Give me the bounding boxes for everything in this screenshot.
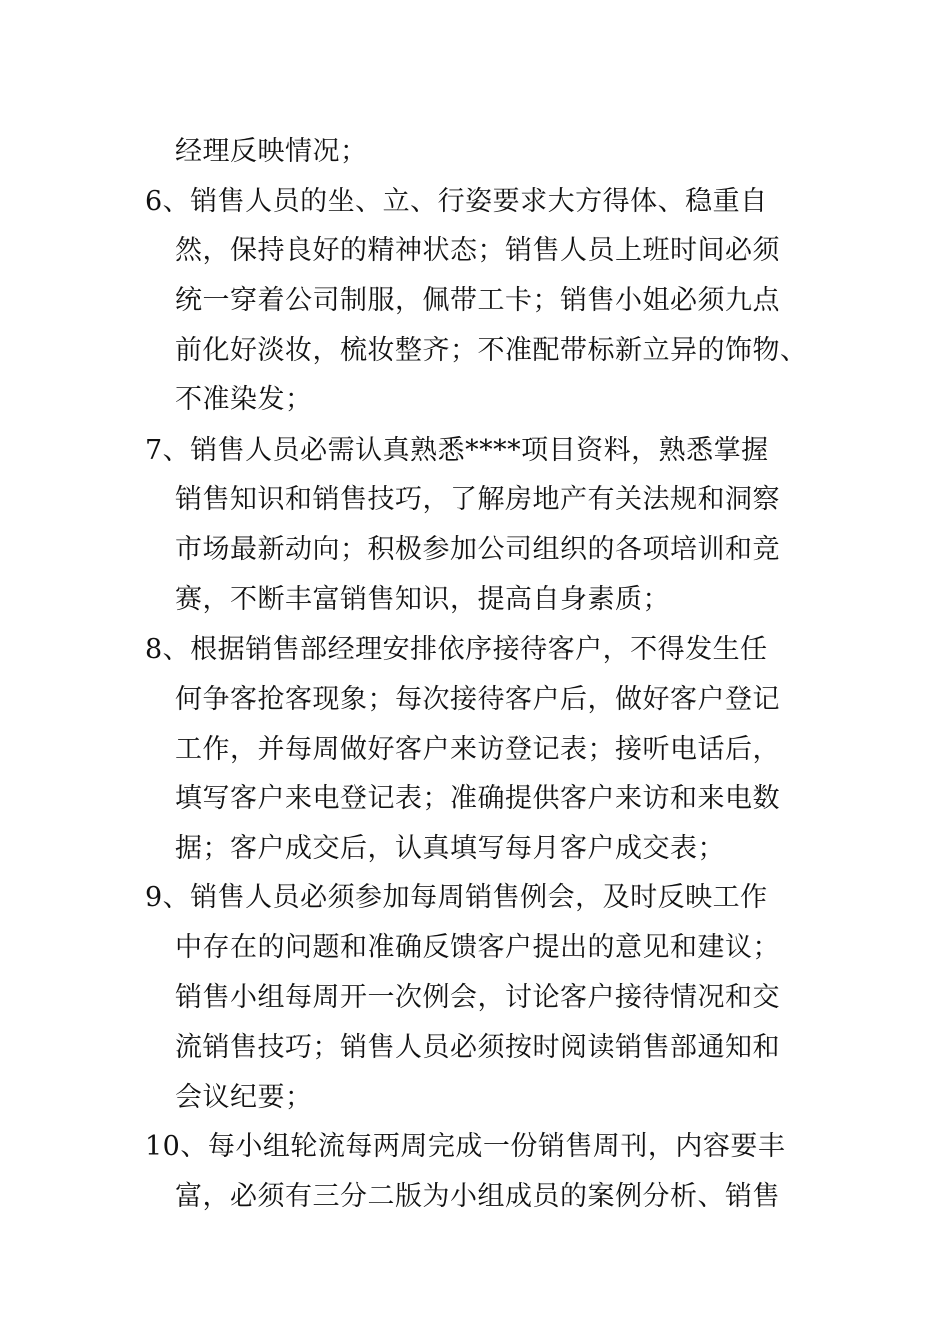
text-line: 填写客户来电登记表；准确提供客户来访和来电数: [175, 783, 780, 814]
text-line: 中存在的问题和准确反馈客户提出的意见和建议；: [175, 932, 780, 963]
text-line: 富，必须有三分二版为小组成员的案例分析、销售: [175, 1181, 780, 1212]
text-line: 统一穿着公司制服，佩带工卡；销售小姐必须九点: [175, 285, 780, 316]
list-item-10-line: 10、每小组轮流每两周完成一份销售周刊，内容要丰: [145, 1131, 786, 1162]
text-line: 流销售技巧；销售人员必须按时阅读销售部通知和: [175, 1032, 780, 1063]
list-item-9-line: 9、销售人员必须参加每周销售例会，及时反映工作: [145, 882, 768, 913]
list-item-8-line: 8、根据销售部经理安排依序接待客户，不得发生任: [145, 634, 768, 665]
text-line: 销售知识和销售技巧，了解房地产有关法规和洞察: [175, 484, 780, 515]
list-item-7-line: 7、销售人员必需认真熟悉****项目资料，熟悉掌握: [145, 435, 769, 466]
text-line: 会议纪要；: [175, 1082, 313, 1113]
text-line: 工作，并每周做好客户来访登记表；接听电话后，: [175, 734, 780, 765]
list-item-6-line: 6、销售人员的坐、立、行姿要求大方得体、稳重自: [145, 186, 768, 217]
text-line: 然，保持良好的精神状态；销售人员上班时间必须: [175, 235, 780, 266]
text-line: 赛，不断丰富销售知识，提高自身素质；: [175, 584, 670, 615]
text-line: 据；客户成交后，认真填写每月客户成交表；: [175, 833, 725, 864]
text-line: 经理反映情况；: [175, 136, 368, 167]
text-line: 前化好淡妆，梳妆整齐；不准配带标新立异的饰物、: [175, 335, 808, 366]
text-line: 市场最新动向；积极参加公司组织的各项培训和竞: [175, 534, 780, 565]
text-line: 销售小组每周开一次例会，讨论客户接待情况和交: [175, 982, 780, 1013]
text-line: 何争客抢客现象；每次接待客户后，做好客户登记: [175, 684, 780, 715]
text-line: 不准染发；: [175, 384, 313, 415]
